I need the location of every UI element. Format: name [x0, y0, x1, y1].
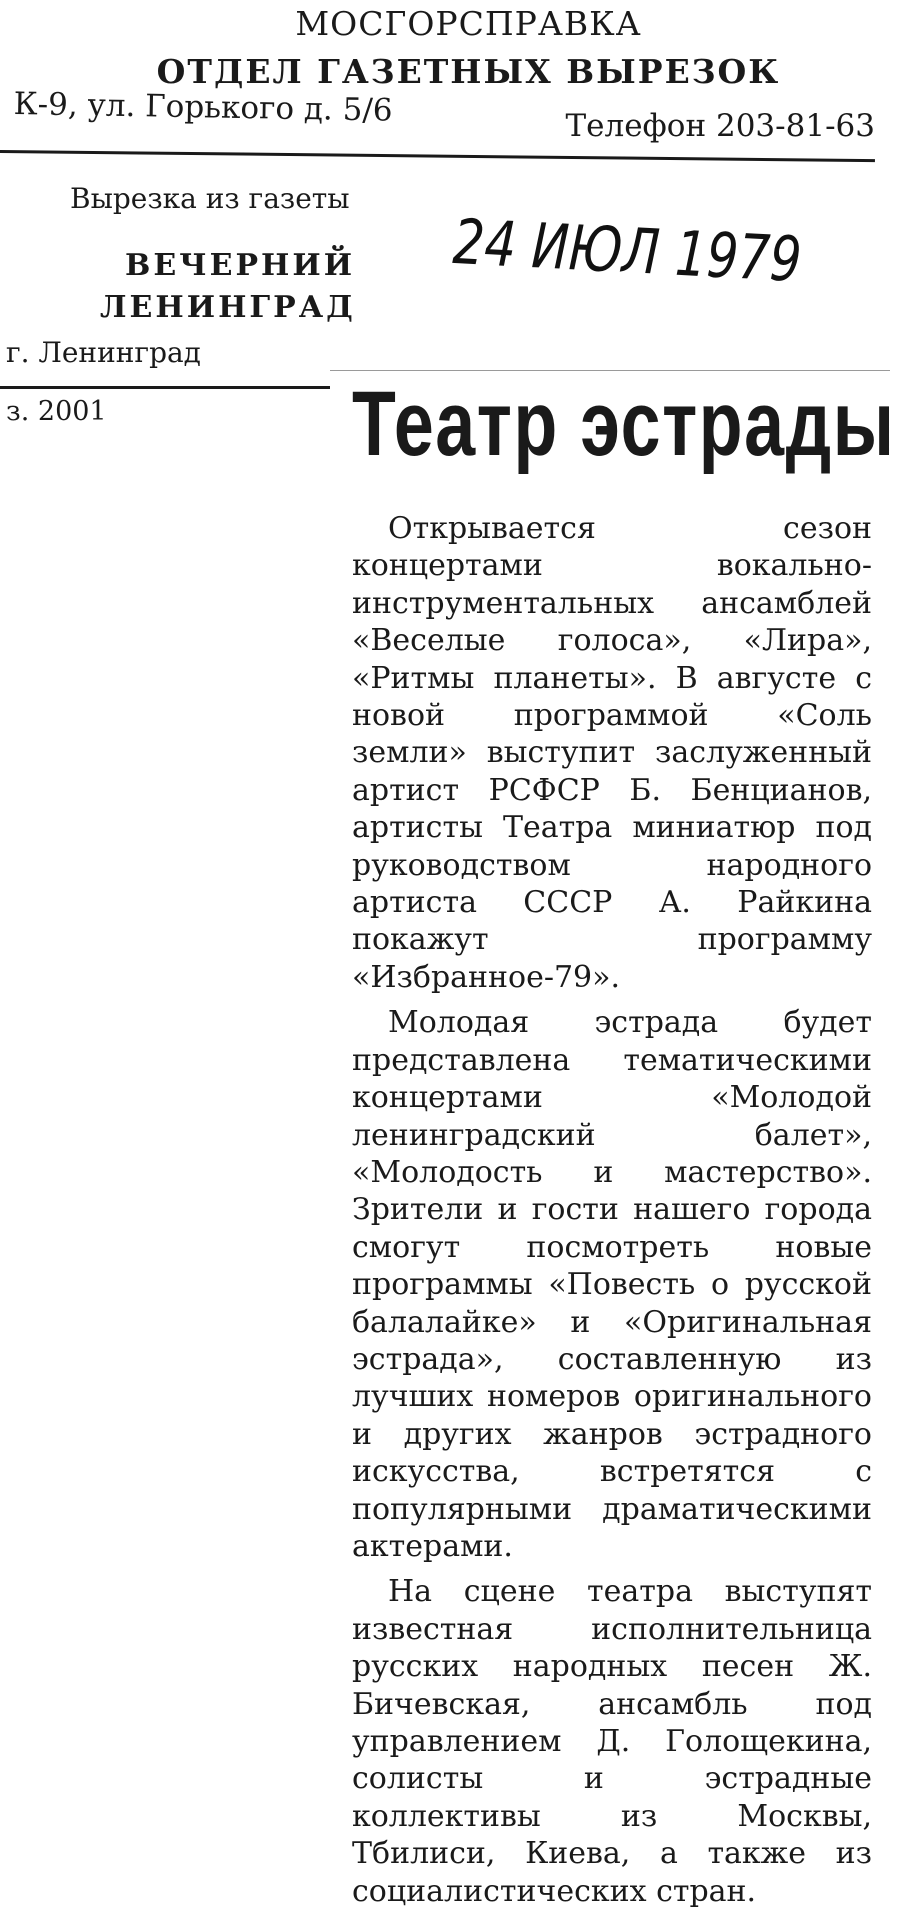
department-name: ОТДЕЛ ГАЗЕТНЫХ ВЫРЕЗОК — [156, 52, 781, 91]
header-divider — [0, 150, 875, 162]
newspaper-name-line1: ВЕЧЕРНИЙ — [125, 248, 356, 283]
agency-name: МОСГОРСПРАВКА — [295, 4, 642, 43]
date-stamp: 24 ИЮЛ 1979 — [451, 205, 804, 297]
article-body — [352, 510, 872, 1918]
article-headline: Театр эстрады — [352, 373, 896, 475]
order-number: з. 2001 — [6, 396, 107, 427]
agency-phone: Телефон 203-81-63 — [565, 108, 875, 144]
newspaper-name-line2: ЛЕНИНГРАД — [100, 290, 356, 325]
article-paragraph-3: На сцене театра выступят известная исполнительница русских народных песен Ж. Бичевская, ансамбль под управлением Д. Голощекина, солисты и эстрадные коллективы из Москвы, Тбилиси, Киева, а также из социалистических стран. — [352, 1574, 872, 1909]
city-divider — [0, 386, 330, 389]
article-paragraph-2: Молодая эстрада будет представлена тематическими концертами «Молодой ленинградский балет», «Молодость и мастерство». Зрители и гости нашего города смогут посмотреть новые программы «Повесть о русской балалайке» и «Оригинальная эстрада», составленную из лучших номеров оригинального и других жанров эстрадного искусства, встретятся с популярными драматическими актерами. — [352, 1005, 872, 1564]
article-paragraph-1: Открывается сезон концертами вокально-инструментальных ансамблей «Веселые голоса», «Лира», «Ритмы планеты». В августе с новой программой «Соль земли» выступит заслуженный артист РСФСР Б. Бенцианов, артисты Театра миниатюр под руководством народного артиста СССР А. Райкина покажут программу «Избранное-79». — [352, 511, 872, 995]
cut-from-label: Вырезка из газеты — [70, 182, 350, 215]
headline-divider — [330, 370, 890, 371]
agency-address: К-9, ул. Горького д. 5/6 — [13, 86, 393, 129]
newspaper-city: г. Ленинград — [6, 336, 201, 369]
